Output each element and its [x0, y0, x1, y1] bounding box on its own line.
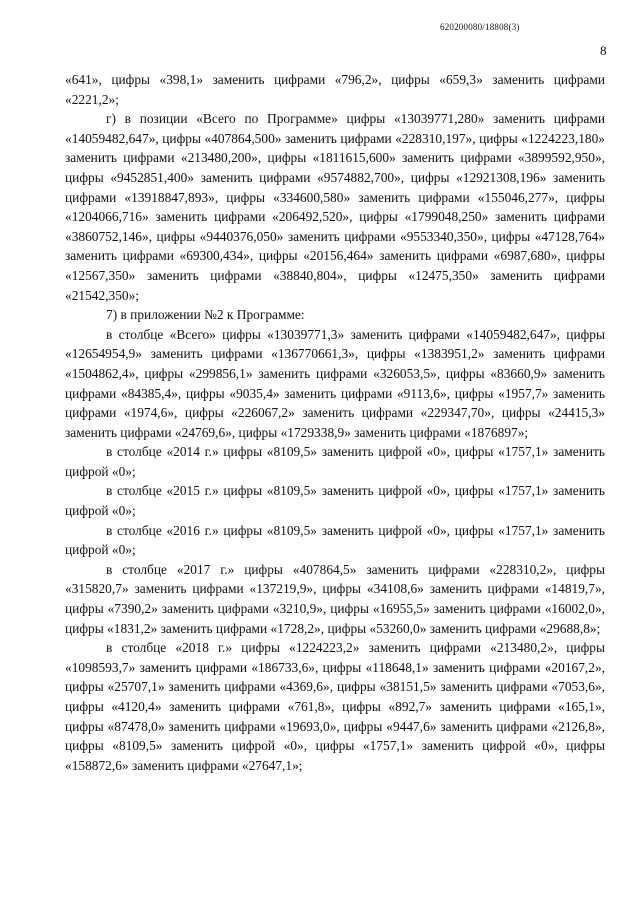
page-number: 8 — [600, 43, 607, 58]
paragraph-continuation: «641», цифры «398,1» заменить цифрами «796,2», цифры «659,3» заменить цифрами «2221,2»; — [65, 72, 605, 107]
paragraph-column-2018: в столбце «2018 г.» цифры «1224223,2» заменить цифрами «213480,2», цифры «1098593,7» заменить цифрами «186733,6», цифры «118648,1» заменить цифрами «20167,2», цифры «25707,1» заменить цифрами «4369,6», цифры «38151,5» заменить цифрами «7053,6», цифры «4120,4» заменить цифрами «761,8», цифры «892,7» заменить цифрами «165,1», цифры «87478,0» заменить цифрами «19693,0», цифры «9447,6» заменить цифрами «2126,8», цифры «8109,5» заменить цифрой «0», цифры «1757,1» заменить цифрой «0», цифры «158872,6» заменить цифрами «27647,1»; — [65, 640, 605, 773]
paragraph-column-2014: в столбце «2014 г.» цифры «8109,5» заменить цифрой «0», цифры «1757,1» заменить цифрой «0»; — [65, 444, 605, 479]
paragraph-column-2017: в столбце «2017 г.» цифры «407864,5» заменить цифрами «228310,2», цифры «315820,7» заменить цифрами «137219,9», цифры «34108,6» заменить цифрами «14819,7», цифры «7390,2» заменить цифрами «3210,9», цифры «16955,5» заменить цифрами «16002,0», цифры «1831,2» заменить цифрами «1728,2», цифры «53260,0» заменить цифрами «29688,8»; — [65, 561, 605, 636]
paragraph-column-2015: в столбце «2015 г.» цифры «8109,5» заменить цифрой «0», цифры «1757,1» заменить цифрой «0»; — [65, 483, 605, 519]
paragraph-column-2016: в столбце «2016 г.» цифры «8109,5» заменить цифрой «0», цифры «1757,1» заменить цифрой «0»; — [65, 522, 605, 558]
paragraph-item-7: 7) в приложении №2 к Программе: — [106, 307, 305, 323]
paragraph-item-g: г) в позиции «Всего по Программе» цифры «13039771,280» заменить цифрами «14059482,647», цифры «407864,500» заменить цифрами «228310,197», цифры «1224223,180» заменить цифрами «213480,200», цифры «1811615,600» заменить цифрами «3899592,950», цифры «9452851,400» заменить цифрами «9574882,700», цифры «12921308,196» заменить цифрами «13918847,893», цифры «334600,580» заменить цифрами «155046,277», цифры «1204066,716» заменить цифрами «206492,520», цифры «1799048,250» заменить цифрами «3860752,146», цифры «9440376,050» заменить цифрами «9553340,350», цифры «47128,764» заменить цифрами «69300,434», цифры «20156,464» заменить цифрами «6987,680», цифры «12567,350» заменить цифрами «38840,804», цифры «12475,350» заменить цифрами «21542,350»; — [65, 111, 605, 303]
document-body — [65, 70, 605, 775]
document-number: 620200080/18808(3) — [440, 22, 520, 32]
paragraph-column-total: в столбце «Всего» цифры «13039771,3» заменить цифрами «14059482,647», цифры «12654954,9» заменить цифрами «136770661,3», цифры «1383951,2» заменить цифрами «1504862,4», цифры «299856,1» заменить цифрами «326053,5», цифры «83660,9» заменить цифрами «84385,4», цифры «9035,4» заменить цифрами «9113,6», цифры «1957,7» заменить цифрами «1974,6», цифры «226067,2» заменить цифрами «229347,70», цифры «24415,3» заменить цифрами «24769,6», цифры «1729338,9» заменить цифрами «1876897»; — [65, 326, 605, 440]
